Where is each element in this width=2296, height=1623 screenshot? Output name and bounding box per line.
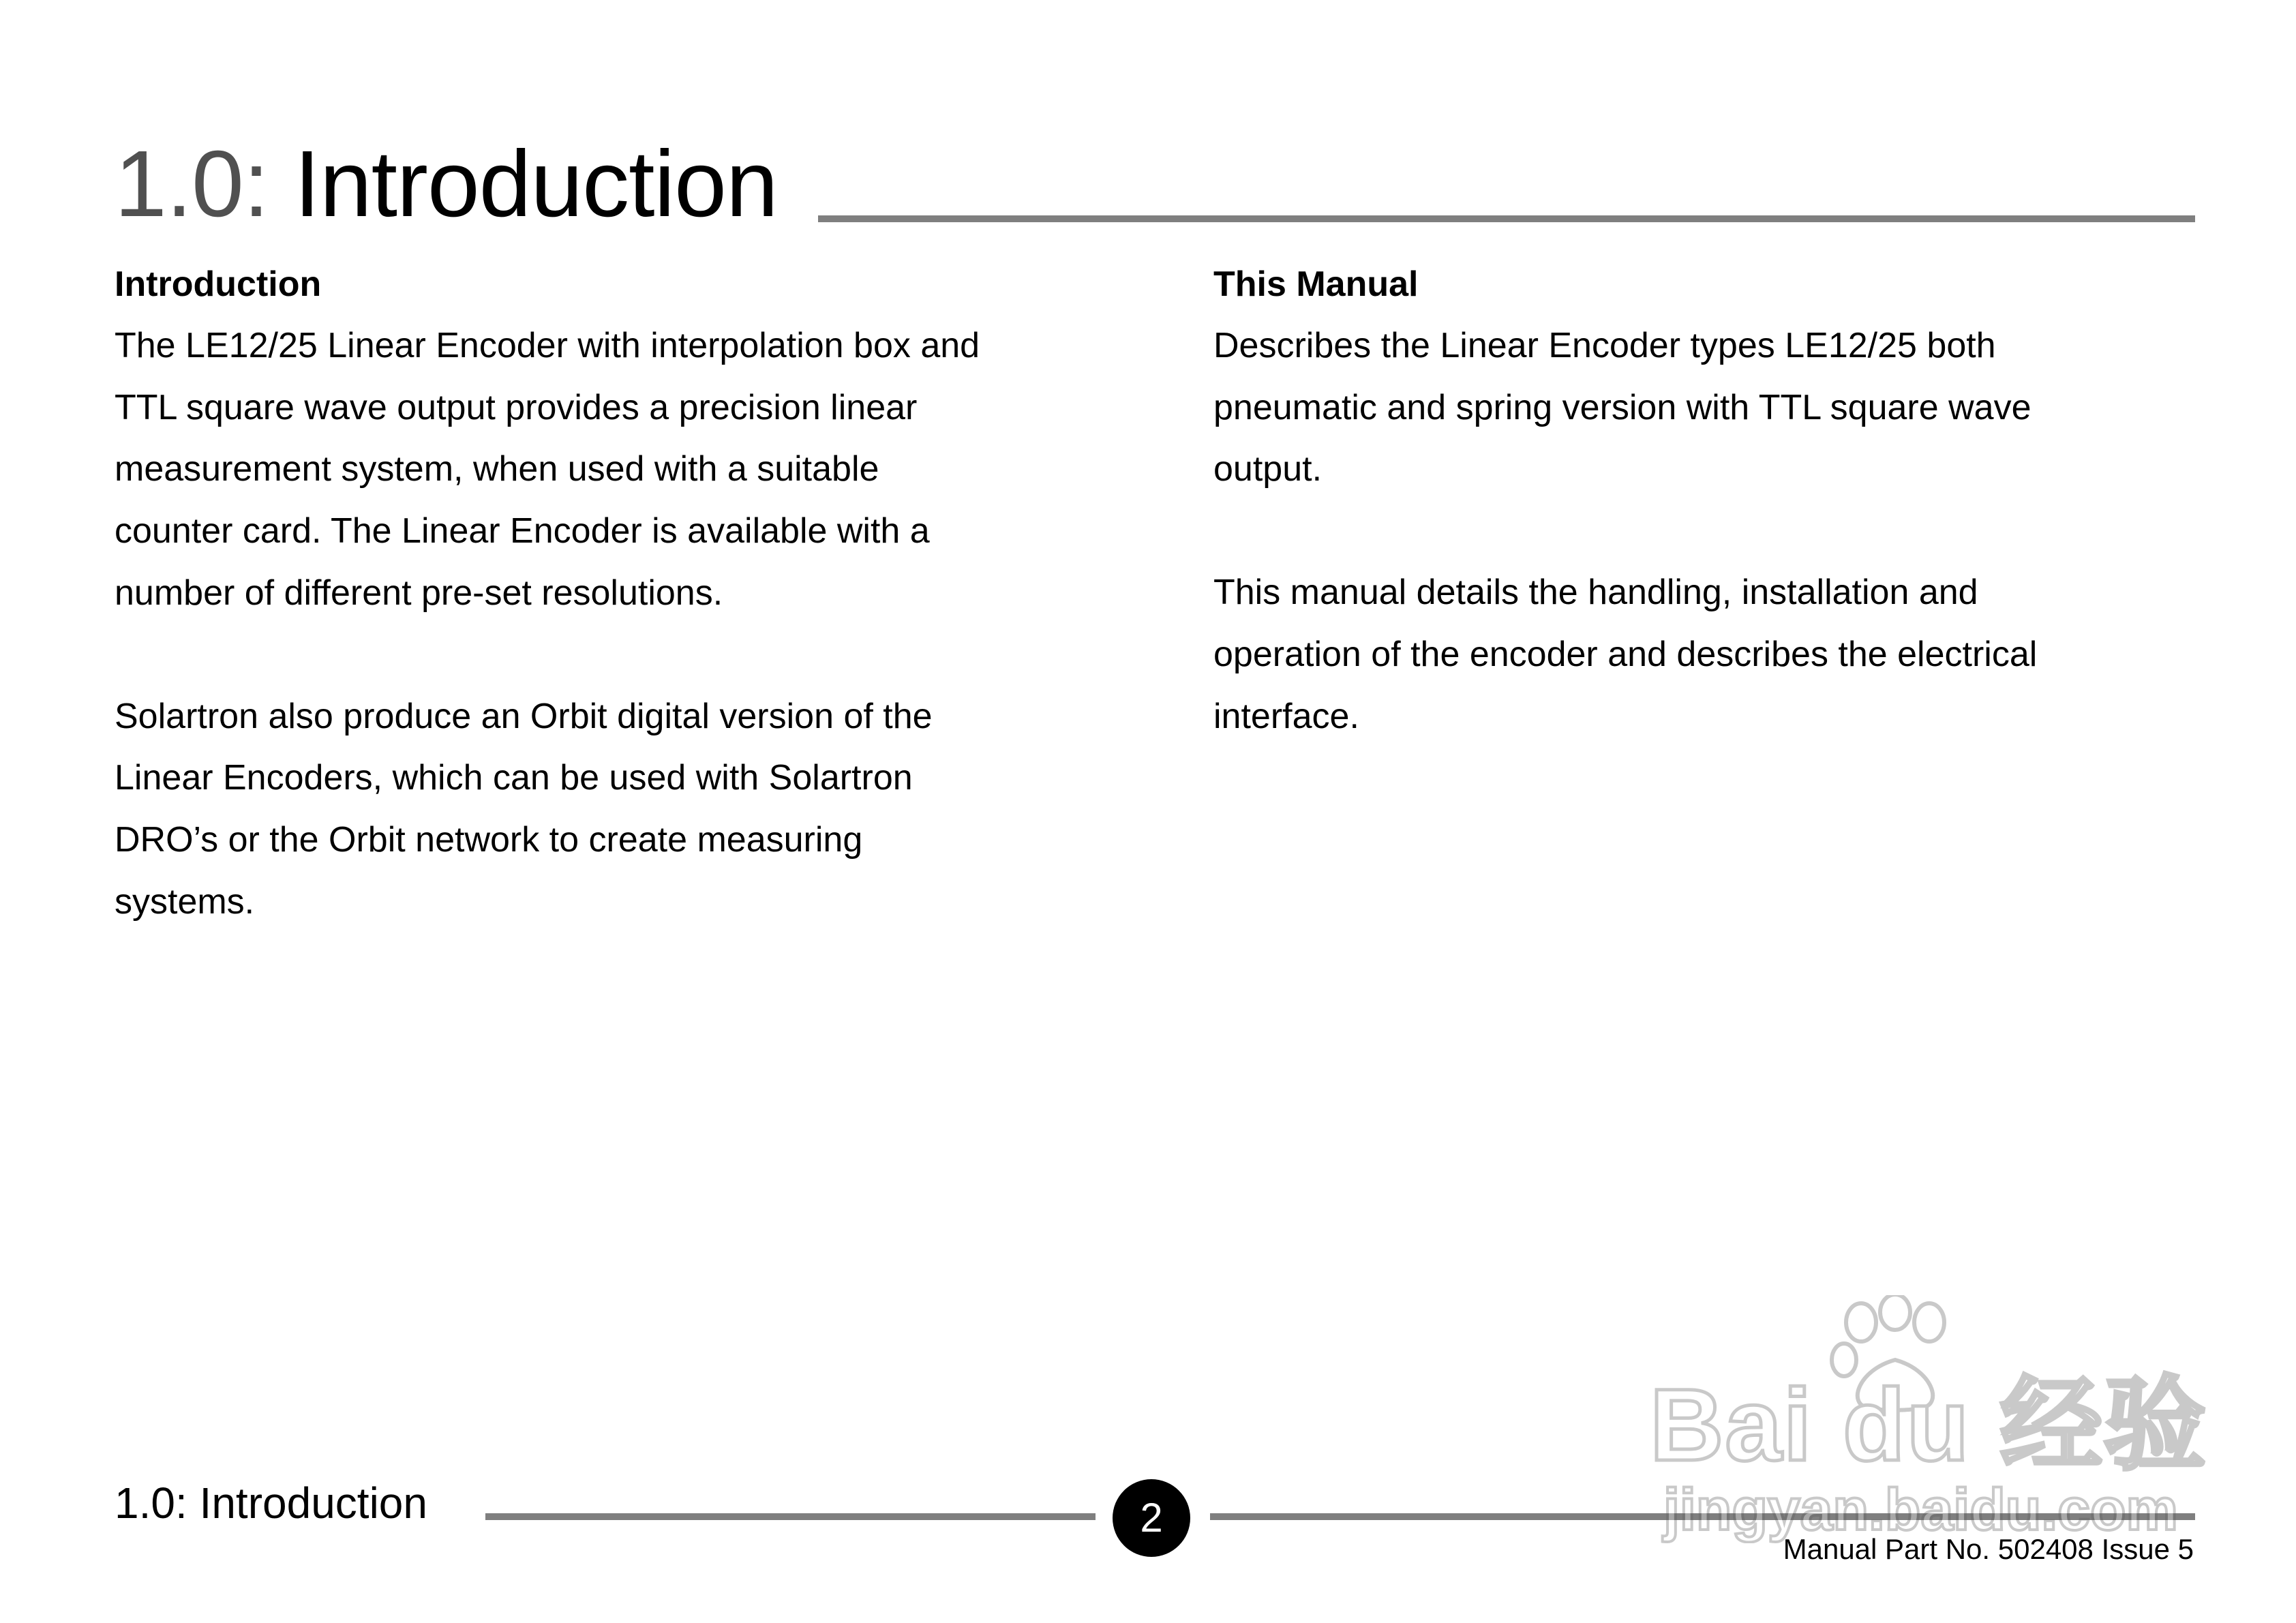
- paw-logo-icon: [1820, 1295, 1970, 1418]
- text-line: number of different pre-set resolutions.: [115, 573, 723, 613]
- page-title: [115, 130, 778, 239]
- text-line: TTL square wave output provides a precision linear: [115, 387, 918, 427]
- text-line: counter card. The Linear Encoder is available with a: [115, 511, 930, 551]
- page-number: 2: [1113, 1479, 1190, 1557]
- section-title: Introduction: [294, 132, 778, 237]
- text-line: DRO’s or the Orbit network to create measuring: [115, 819, 863, 860]
- footer-divider-left: [485, 1513, 1096, 1520]
- watermark-brand: Bai du 经验: [1650, 1367, 2208, 1482]
- footer-section-label: 1.0: Introduction: [115, 1478, 427, 1528]
- footer-divider-right: [1210, 1513, 2195, 1520]
- text-line: pneumatic and spring version with TTL square wave: [1213, 387, 2031, 427]
- text-line: measurement system, when used with a suitable: [115, 449, 879, 489]
- section-number: 1.0:: [115, 132, 269, 237]
- text-line: operation of the encoder and describes the electrical: [1213, 634, 2038, 674]
- this-manual-paragraph-1: [1213, 315, 2209, 500]
- text-line: output.: [1213, 449, 1323, 489]
- watermark-url: jingyan.baidu.com: [1663, 1477, 2178, 1543]
- right-column: [1213, 254, 2209, 808]
- text-line: The LE12/25 Linear Encoder with interpolation box and: [115, 326, 980, 365]
- this-manual-heading: This Manual: [1213, 264, 1419, 304]
- introduction-paragraph-1: [115, 315, 1110, 624]
- left-column: [115, 254, 1110, 994]
- manual-part-number: Manual Part No. 502408 Issue 5: [1783, 1533, 2194, 1565]
- introduction-paragraph-2: [115, 686, 1110, 933]
- introduction-heading: Introduction: [115, 264, 322, 304]
- text-line: systems.: [115, 881, 255, 922]
- text-line: Linear Encoders, which can be used with Solartron: [115, 758, 913, 798]
- text-line: Solartron also produce an Orbit digital version of the: [115, 696, 933, 736]
- text-line: Describes the Linear Encoder types LE12/25 both: [1213, 326, 1996, 365]
- baidu-watermark: [1650, 1295, 2208, 1543]
- title-divider: [818, 215, 2195, 222]
- text-line: interface.: [1213, 696, 1359, 736]
- text-line: This manual details the handling, installation and: [1213, 573, 1978, 613]
- this-manual-paragraph-2: [1213, 562, 2209, 747]
